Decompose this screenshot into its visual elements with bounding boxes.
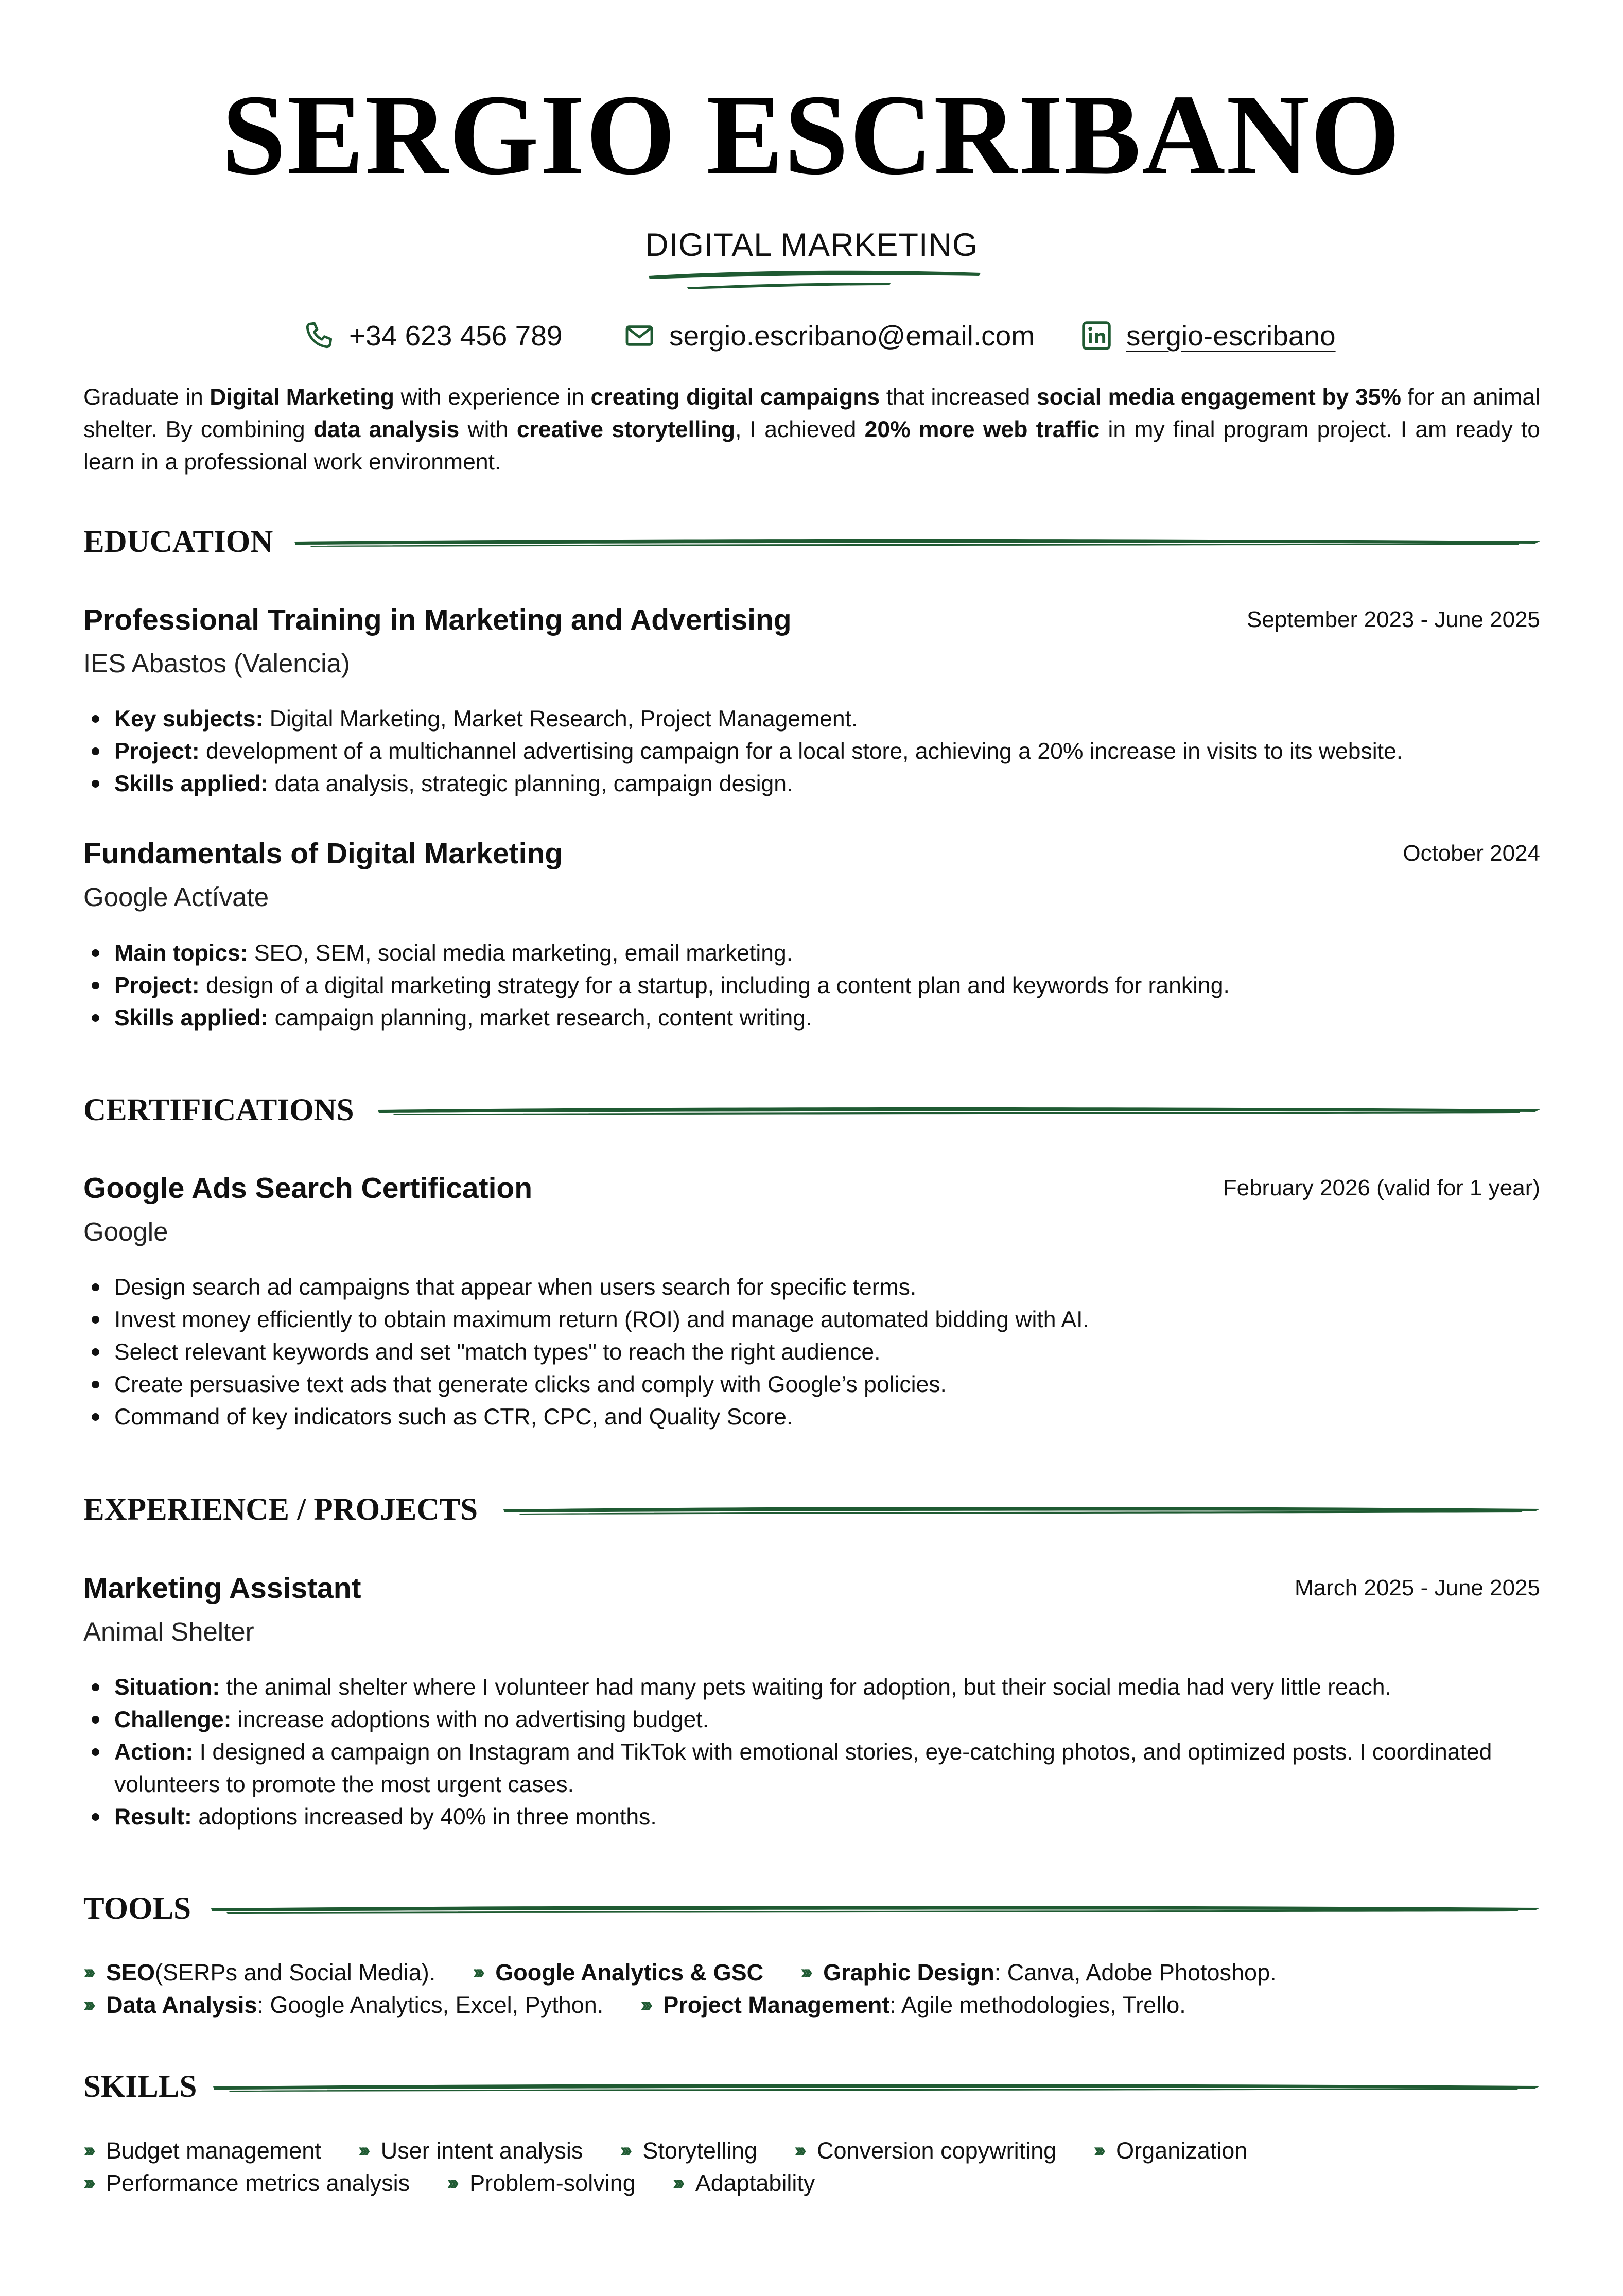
summary-text: in my final program project. I am ready to learn in a professional work environment. [83, 417, 1541, 475]
section-tools-header [83, 1888, 1540, 1929]
chevron-right-icon: ››› [620, 2139, 629, 2162]
list-item [114, 969, 1571, 1002]
bullet-text: I designed a campaign on Instagram and TikTok with emotional stories, eye-catching photos, and optimized posts. I coordinated volunteers to promote the most urgent cases. [114, 1740, 1492, 1797]
list-item: Design search ad campaigns that appear when users search for specific terms. [114, 1271, 1571, 1303]
education-institution: Google Actívate [83, 882, 269, 912]
tool-item [473, 1956, 763, 1989]
summary-highlight: social media engagement by 35% [1036, 385, 1401, 410]
bullet-label: Challenge: [114, 1707, 232, 1732]
education-title: Professional Training in Marketing and Advertising [83, 603, 792, 636]
list-item [114, 768, 1571, 800]
section-education-header [83, 521, 1540, 563]
summary-text: for an animal shelter. By combining [83, 385, 1540, 442]
section-divider [213, 2077, 1540, 2097]
skill-text: Storytelling [642, 2137, 757, 2164]
section-title: TOOLS [83, 1891, 191, 1926]
skill-item [794, 2134, 1056, 2167]
tool-item [640, 1989, 1185, 2021]
chevron-right-icon: ››› [83, 2139, 92, 2162]
experience-date: March 2025 - June 2025 [1295, 1575, 1540, 1601]
tool-text: : Agile methodologies, Trello. [889, 1992, 1186, 2018]
bullet-text: Digital Marketing, Market Research, Project Management. [263, 706, 858, 732]
bullet-text: the animal shelter where I volunteer had many pets waiting for adoption, but their social media had very little reach. [220, 1675, 1391, 1700]
section-divider [503, 1500, 1540, 1520]
summary-highlight: Digital Marketing [210, 385, 394, 410]
bullet-text: SEO, SEM, social media marketing, email marketing. [248, 941, 793, 966]
skill-text: Organization [1116, 2137, 1248, 2164]
summary-text: , I achieved [735, 417, 865, 442]
email-address: sergio.escribano@email.com [669, 320, 1035, 352]
brush-underline [638, 263, 988, 293]
bullet-text: development of a multichannel advertising campaign for a local store, achieving a 20% increase in visits to its website. [199, 739, 1403, 764]
chevron-right-icon: ››› [672, 2171, 681, 2194]
chevron-right-icon: ››› [473, 1961, 481, 1984]
list-item [114, 703, 1571, 735]
bullet-text: campaign planning, market research, content writing. [268, 1005, 812, 1031]
skills-row [83, 2167, 1540, 2199]
section-skills-header [83, 2066, 1540, 2108]
chevron-right-icon: ››› [447, 2171, 456, 2194]
list-item [114, 1801, 1571, 1833]
bullet-text: adoptions increased by 40% in three months. [191, 1804, 657, 1830]
section-title: EDUCATION [83, 525, 273, 559]
summary-highlight: creative storytelling [516, 417, 736, 442]
summary-highlight: data analysis [313, 417, 460, 442]
section-divider [211, 1899, 1540, 1919]
linkedin-handle[interactable]: sergio-escribano [1126, 320, 1336, 352]
summary-highlight: 20% more web traffic [864, 417, 1100, 442]
bullet-label: Skills applied: [114, 1005, 269, 1031]
bullet-label: Result: [114, 1804, 192, 1830]
tool-label: Google Analytics & GSC [495, 1959, 764, 1986]
bullet-label: Project: [114, 739, 200, 764]
skill-item [673, 2167, 815, 2199]
contact-linkedin[interactable] [1080, 315, 1336, 356]
education-date: September 2023 - June 2025 [1247, 607, 1540, 632]
tool-label: Project Management [663, 1992, 890, 2018]
chevron-right-icon: ››› [794, 2139, 802, 2162]
section-divider [378, 1100, 1540, 1121]
chevron-right-icon: ››› [800, 1961, 809, 1984]
education-institution: IES Abastos (Valencia) [83, 649, 350, 678]
certification-issuer: Google [83, 1217, 168, 1246]
section-title: CERTIFICATIONS [83, 1093, 354, 1127]
candidate-role: DIGITAL MARKETING [644, 227, 979, 263]
chevron-right-icon: ››› [358, 2139, 367, 2162]
experience-title: Marketing Assistant [83, 1572, 361, 1605]
skill-item [1093, 2134, 1247, 2167]
section-title: EXPERIENCE / PROJECTS [83, 1492, 478, 1527]
linkedin-icon [1080, 319, 1113, 352]
tools-row [83, 1989, 1540, 2021]
tool-text: (SERPs and Social Media). [155, 1959, 436, 1986]
education-bullets [83, 703, 1571, 800]
list-item: Create persuasive text ads that generate clicks and comply with Google’s policies. [114, 1368, 1571, 1401]
tools-row [83, 1956, 1540, 1989]
list-item [114, 1671, 1571, 1703]
bullet-label: Skills applied: [114, 771, 269, 796]
tool-label: Data Analysis [106, 1992, 257, 2018]
skill-text: Performance metrics analysis [106, 2170, 410, 2196]
tool-item [800, 1956, 1276, 1989]
chevron-right-icon: ››› [640, 1993, 649, 2016]
tools-list [83, 1956, 1540, 2021]
summary-text: Graduate in [83, 385, 210, 410]
bullet-label: Project: [114, 973, 200, 998]
skill-item [358, 2134, 583, 2167]
tool-text: : Google Analytics, Excel, Python. [257, 1992, 604, 2018]
bullet-label: Action: [114, 1740, 194, 1765]
tool-item [83, 1989, 603, 2021]
bullet-label: Key subjects: [114, 706, 264, 732]
skills-list [83, 2134, 1540, 2199]
chevron-right-icon: ››› [83, 1961, 92, 1984]
summary-text: with experience in [394, 385, 591, 410]
tool-text: : Canva, Adobe Photoshop. [994, 1959, 1277, 1986]
skill-text: Conversion copywriting [816, 2137, 1057, 2164]
phone-icon [303, 319, 336, 352]
summary-text: that increased [880, 385, 1037, 410]
tool-label: Graphic Design [823, 1959, 994, 1986]
bullet-label: Situation: [114, 1675, 220, 1700]
skill-item [83, 2167, 410, 2199]
section-experience-header [83, 1489, 1540, 1530]
mail-icon [623, 319, 656, 352]
section-title: SKILLS [83, 2069, 197, 2104]
chevron-right-icon: ››› [83, 2171, 92, 2194]
contact-phone[interactable] [303, 315, 562, 356]
list-item [114, 1736, 1571, 1801]
skill-item [83, 2134, 321, 2167]
list-item: Invest money efficiently to obtain maximum return (ROI) and manage automated bidding with AI. [114, 1303, 1571, 1336]
section-certifications-header [83, 1090, 1540, 1131]
chevron-right-icon: ››› [1093, 2139, 1102, 2162]
certification-bullets [83, 1271, 1571, 1433]
tool-item [83, 1956, 435, 1989]
phone-number: +34 623 456 789 [349, 320, 563, 352]
list-item [114, 1703, 1571, 1736]
skill-text: Problem-solving [469, 2170, 636, 2196]
experience-bullets [83, 1671, 1571, 1833]
list-item [114, 735, 1571, 768]
list-item: Command of key indicators such as CTR, CPC, and Quality Score. [114, 1401, 1571, 1433]
contact-email[interactable] [623, 315, 1035, 356]
skill-text: User intent analysis [380, 2137, 583, 2164]
certification-title: Google Ads Search Certification [83, 1172, 533, 1205]
education-title: Fundamentals of Digital Marketing [83, 837, 563, 870]
education-bullets [83, 937, 1571, 1034]
bullet-text: design of a digital marketing strategy for a startup, including a content plan and keywords for ranking. [199, 973, 1230, 998]
candidate-name: SERGIO ESCRIBANO [221, 71, 1402, 199]
skills-row [83, 2134, 1540, 2167]
chevron-right-icon: ››› [83, 1993, 92, 2016]
summary-highlight: creating digital campaigns [590, 385, 880, 410]
bullet-text: increase adoptions with no advertising budget. [231, 1707, 709, 1732]
experience-organization: Animal Shelter [83, 1617, 254, 1646]
certification-date: February 2026 (valid for 1 year) [1223, 1175, 1540, 1201]
list-item: Select relevant keywords and set "match types" to reach the right audience. [114, 1336, 1571, 1368]
list-item [114, 1002, 1571, 1034]
list-item [114, 937, 1571, 969]
bullet-text: data analysis, strategic planning, campaign design. [268, 771, 793, 796]
profile-summary [83, 381, 1540, 478]
skill-text: Adaptability [695, 2170, 815, 2196]
tool-label: SEO [106, 1959, 155, 1986]
section-divider [294, 532, 1540, 552]
skill-text: Budget management [106, 2137, 321, 2164]
bullet-label: Main topics: [114, 941, 248, 966]
summary-text: with [459, 417, 517, 442]
education-date: October 2024 [1403, 841, 1540, 866]
skill-item [620, 2134, 757, 2167]
skill-item [447, 2167, 636, 2199]
